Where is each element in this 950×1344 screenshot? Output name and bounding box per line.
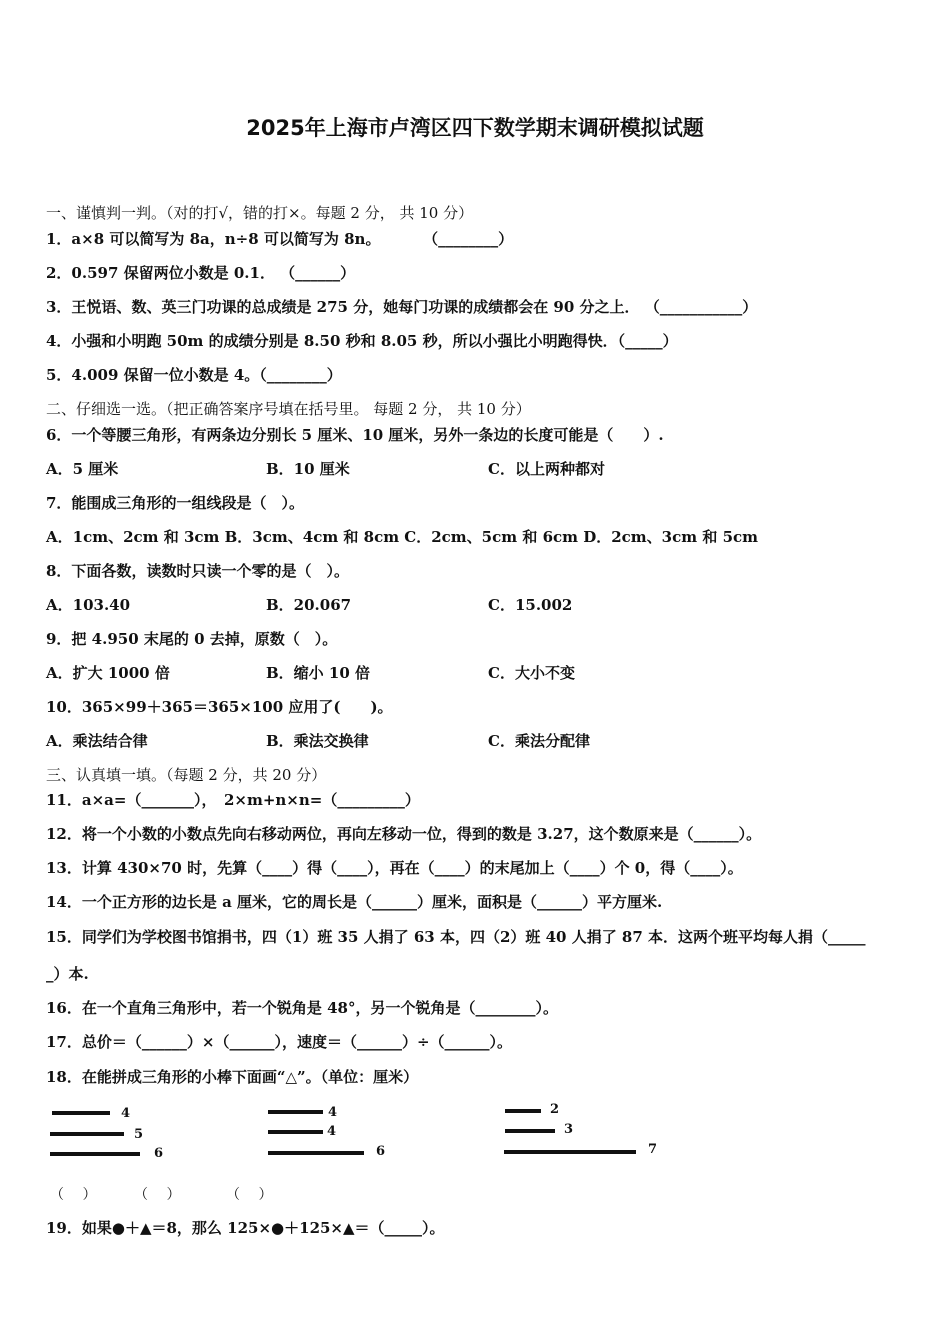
q6-option-c: C．以上两种都对 — [488, 460, 605, 478]
q10-option-c: C．乘法分配律 — [488, 732, 590, 750]
question-14: 14．一个正方形的边长是 a 厘米，它的周长是（______）厘米，面积是（______）平方厘米. — [46, 893, 663, 911]
stick-6cm — [268, 1151, 364, 1155]
question-2: 2．0.597 保留两位小数是 0.1． （______） — [46, 264, 356, 282]
question-5: 5．4.009 保留一位小数是 4。（________） — [46, 366, 342, 384]
question-6: 6．一个等腰三角形，有两条边分别长 5 厘米、10 厘米，另外一条边的长度可能是（ ）. — [46, 426, 664, 444]
stick-5cm — [50, 1132, 124, 1136]
q8-option-c: C．15.002 — [488, 596, 573, 614]
stick-3cm — [505, 1129, 555, 1133]
stick-label: 6 — [376, 1144, 386, 1159]
section-2-heading: 二、仔细选一选。（把正确答案序号填在括号里。 每题 2 分， 共 10 分） — [46, 400, 531, 418]
stick-label: 7 — [648, 1142, 658, 1157]
stick-4cm — [52, 1111, 110, 1115]
q9-option-a: A．扩大 1000 倍 — [46, 664, 170, 682]
stick-label: 4 — [328, 1105, 338, 1120]
answer-blank[interactable]: （ ） — [50, 1187, 97, 1203]
question-12: 12．将一个小数的小数点先向右移动两位，再向左移动一位，得到的数是 3.27，这个数原来是（______）。 — [46, 825, 762, 843]
stick-label: 3 — [564, 1122, 574, 1137]
question-8: 8．下面各数，读数时只读一个零的是（ ）。 — [46, 562, 349, 580]
q9-option-c: C．大小不变 — [488, 664, 575, 682]
q7-options: A．1cm、2cm 和 3cm B．3cm、4cm 和 8cm C．2cm、5cm 和 6cm D．2cm、3cm 和 5cm — [46, 528, 759, 546]
q10-option-a: A．乘法结合律 — [46, 732, 148, 750]
question-15: 15．同学们为学校图书馆捐书，四（1）班 35 人捐了 63 本，四（2）班 40 人捐了 87 本．这两个班平均每人捐（_____ — [46, 928, 866, 946]
stick-4cm — [268, 1110, 323, 1114]
stick-label: 5 — [134, 1127, 144, 1142]
q8-option-b: B．20.067 — [266, 596, 352, 614]
question-7: 7．能围成三角形的一组线段是（ ）。 — [46, 494, 304, 512]
q6-option-a: A．5 厘米 — [46, 460, 119, 478]
question-4: 4．小强和小明跑 50m 的成绩分别是 8.50 秒和 8.05 秒，所以小强比小明跑得快．（_____） — [46, 332, 678, 350]
question-18: 18．在能拼成三角形的小棒下面画“△”。（单位：厘米） — [46, 1068, 419, 1086]
section-3-heading: 三、认真填一填。（每题 2 分，共 20 分） — [46, 766, 327, 784]
q6-option-b: B．10 厘米 — [266, 460, 350, 478]
q10-option-b: B．乘法交换律 — [266, 732, 369, 750]
question-19: 19．如果●＋▲＝8，那么 125×●＋125×▲＝（_____）。 — [46, 1219, 445, 1237]
question-13: 13．计算 430×70 时，先算（____）得（____），再在（____）的末尾加上（____）个 0，得（____）。 — [46, 859, 743, 877]
stick-label: 4 — [327, 1124, 337, 1139]
question-3: 3．王悦语、数、英三门功课的总成绩是 275 分，她每门功课的成绩都会在 90 分之上． （___________） — [46, 298, 758, 316]
stick-4cm — [268, 1130, 323, 1134]
q8-option-a: A．103.40 — [46, 596, 131, 614]
answer-blank[interactable]: （ ） — [134, 1187, 181, 1203]
question-11: 11．a×a=（_______）， 2×m+n×n=（_________） — [46, 791, 420, 809]
stick-7cm — [504, 1150, 636, 1154]
q9-option-b: B．缩小 10 倍 — [266, 664, 370, 682]
question-1: 1．a×8 可以简写为 8a，n÷8 可以简写为 8n。 （________） — [46, 230, 514, 248]
stick-label: 2 — [550, 1102, 560, 1117]
question-10: 10．365×99＋365＝365×100 应用了( )。 — [46, 698, 393, 716]
stick-2cm — [505, 1109, 541, 1113]
answer-blank[interactable]: （ ） — [226, 1187, 273, 1203]
question-17: 17．总价＝（______）×（______），速度＝（______）÷（______）。 — [46, 1033, 513, 1051]
stick-label: 4 — [121, 1106, 131, 1121]
question-9: 9．把 4.950 末尾的 0 去掉，原数（ ）。 — [46, 630, 338, 648]
stick-6cm — [50, 1152, 140, 1156]
page-title: 2025年上海市卢湾区四下数学期末调研模拟试题 — [246, 116, 704, 140]
question-15-continued: _）本. — [46, 965, 89, 983]
stick-label: 6 — [154, 1146, 164, 1161]
section-1-heading: 一、谨慎判一判。（对的打√，错的打×。每题 2 分， 共 10 分） — [46, 204, 474, 222]
question-16: 16．在一个直角三角形中，若一个锐角是 48°，另一个锐角是（________）。 — [46, 999, 558, 1017]
